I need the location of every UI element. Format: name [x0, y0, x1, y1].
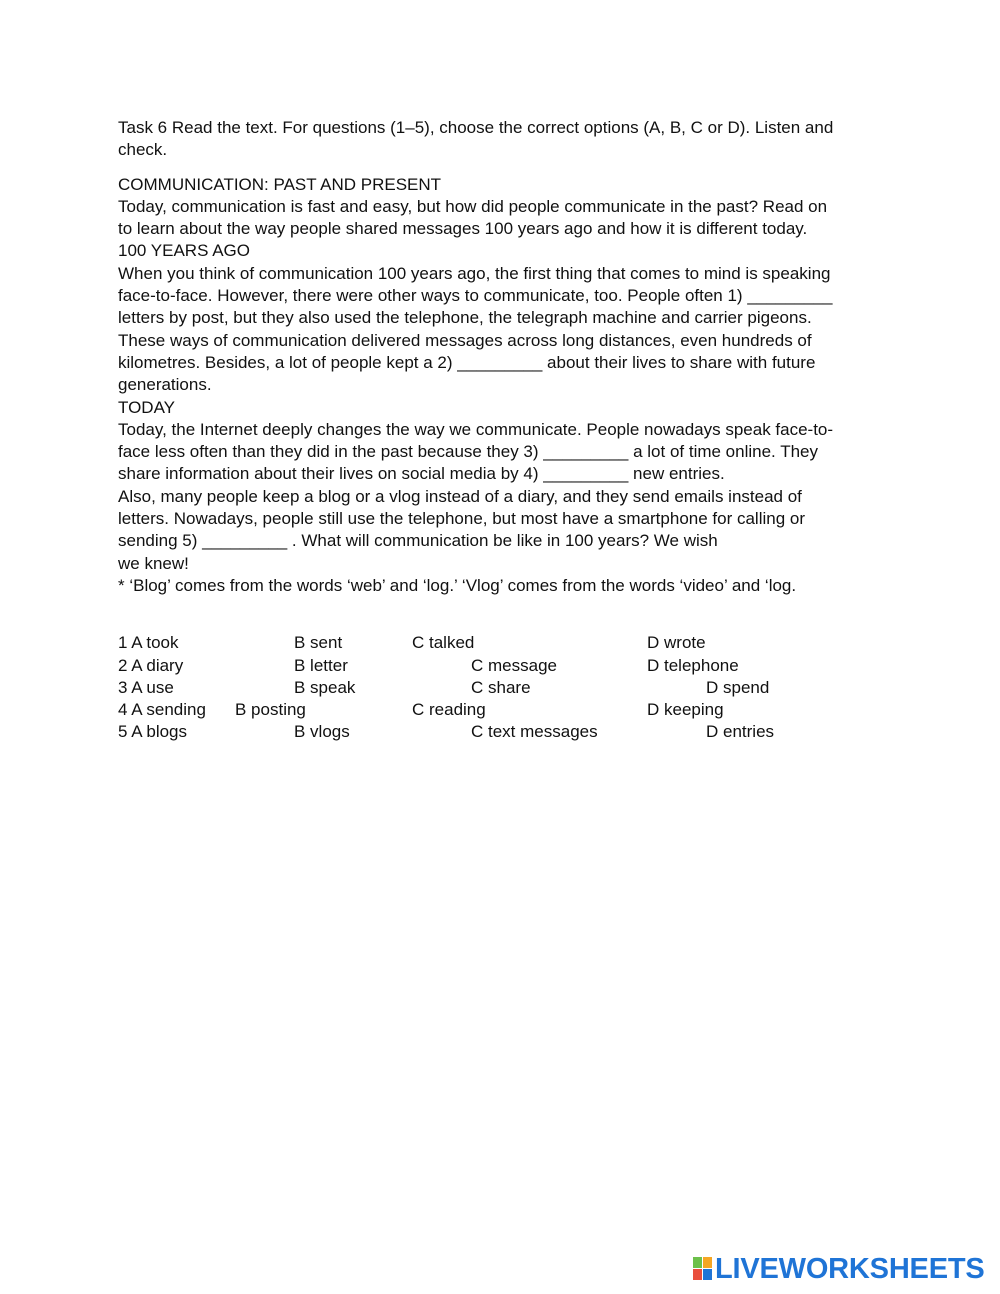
past-paragraph-line-1: When you think of communication 100 years ago, the first thing that comes to mind is speaking: [118, 263, 831, 283]
option-a[interactable]: 5 A blogs: [118, 722, 188, 742]
option-c[interactable]: C text messages: [471, 722, 598, 742]
today-paragraph-line-1: Today, the Internet deeply changes the way we communicate. People nowadays speak face-to-: [118, 419, 834, 439]
question-row-2: [118, 655, 898, 677]
question-row-5: [118, 721, 898, 743]
option-c[interactable]: C message: [471, 655, 557, 675]
past-paragraph-line-4: These ways of communication delivered messages across long distances, even hundreds of: [118, 330, 812, 350]
option-a[interactable]: 4 A sending: [118, 700, 206, 720]
article-intro-line-1: Today, communication is fast and easy, but how did people communicate in the past? Read on: [118, 196, 828, 216]
today-paragraph-line-6: sending 5) _________ . What will communication be like in 100 years? We wish: [118, 531, 718, 551]
option-c[interactable]: C talked: [412, 633, 475, 653]
option-d[interactable]: D keeping: [647, 700, 724, 720]
question-row-3: [118, 677, 898, 699]
question-row-4: [118, 699, 898, 721]
option-d[interactable]: D entries: [706, 722, 775, 742]
footnote: * ‘Blog’ comes from the words ‘web’ and ‘log.’ ‘Vlog’ comes from the words ‘video’ and ‘log.: [118, 575, 797, 595]
liveworksheets-logo[interactable]: [693, 1253, 985, 1285]
option-b[interactable]: B letter: [294, 655, 348, 675]
past-paragraph-line-5: kilometres. Besides, a lot of people kept a 2) _________ about their lives to share with future: [118, 352, 816, 372]
option-b[interactable]: B sent: [294, 633, 343, 653]
past-paragraph-line-6: generations.: [118, 375, 212, 395]
worksheet-page: [118, 117, 898, 744]
option-d[interactable]: D spend: [706, 677, 770, 697]
spacer: [118, 162, 898, 174]
today-paragraph-line-4: Also, many people keep a blog or a vlog instead of a diary, and they send emails instead of: [118, 486, 802, 506]
option-c[interactable]: C reading: [412, 700, 486, 720]
option-b[interactable]: B speak: [294, 677, 356, 697]
spacer: [118, 597, 898, 632]
task-instruction-line-2: check.: [118, 140, 168, 160]
article-title: COMMUNICATION: PAST AND PRESENT: [118, 174, 442, 194]
option-d[interactable]: D telephone: [647, 655, 739, 675]
today-paragraph-line-2: face less often than they did in the past because they 3) _________ a lot of time online. They: [118, 442, 818, 462]
option-a[interactable]: 1 A took: [118, 633, 179, 653]
option-b[interactable]: B posting: [235, 700, 306, 720]
past-paragraph-line-2: face-to-face. However, there were other ways to communicate, too. People often 1) _________: [118, 286, 833, 306]
today-paragraph-line-3: share information about their lives on social media by 4) _________ new entries.: [118, 464, 725, 484]
option-a[interactable]: 3 A use: [118, 677, 174, 697]
today-paragraph-line-5: letters. Nowadays, people still use the telephone, but most have a smartphone for calling or: [118, 509, 805, 529]
today-paragraph-line-7: we knew!: [118, 553, 189, 573]
option-c[interactable]: C share: [471, 677, 531, 697]
article-intro-line-2: to learn about the way people shared messages 100 years ago and how it is different today.: [118, 219, 808, 239]
option-a[interactable]: 2 A diary: [118, 655, 184, 675]
logo-wordmark: LIVEWORKSHEETS: [715, 1253, 985, 1285]
option-d[interactable]: D wrote: [647, 633, 706, 653]
option-b[interactable]: B vlogs: [294, 722, 350, 742]
section-heading-today: TODAY: [118, 397, 175, 417]
liveworksheets-badge-icon: [693, 1257, 713, 1281]
section-heading-past: 100 YEARS AGO: [118, 241, 250, 261]
question-row-1: [118, 632, 898, 654]
past-paragraph-line-3: letters by post, but they also used the telephone, the telegraph machine and carrier pigeons.: [118, 308, 812, 328]
task-instruction-line-1: Task 6 Read the text. For questions (1–5), choose the correct options (A, B, C or D). Listen and: [118, 118, 834, 137]
